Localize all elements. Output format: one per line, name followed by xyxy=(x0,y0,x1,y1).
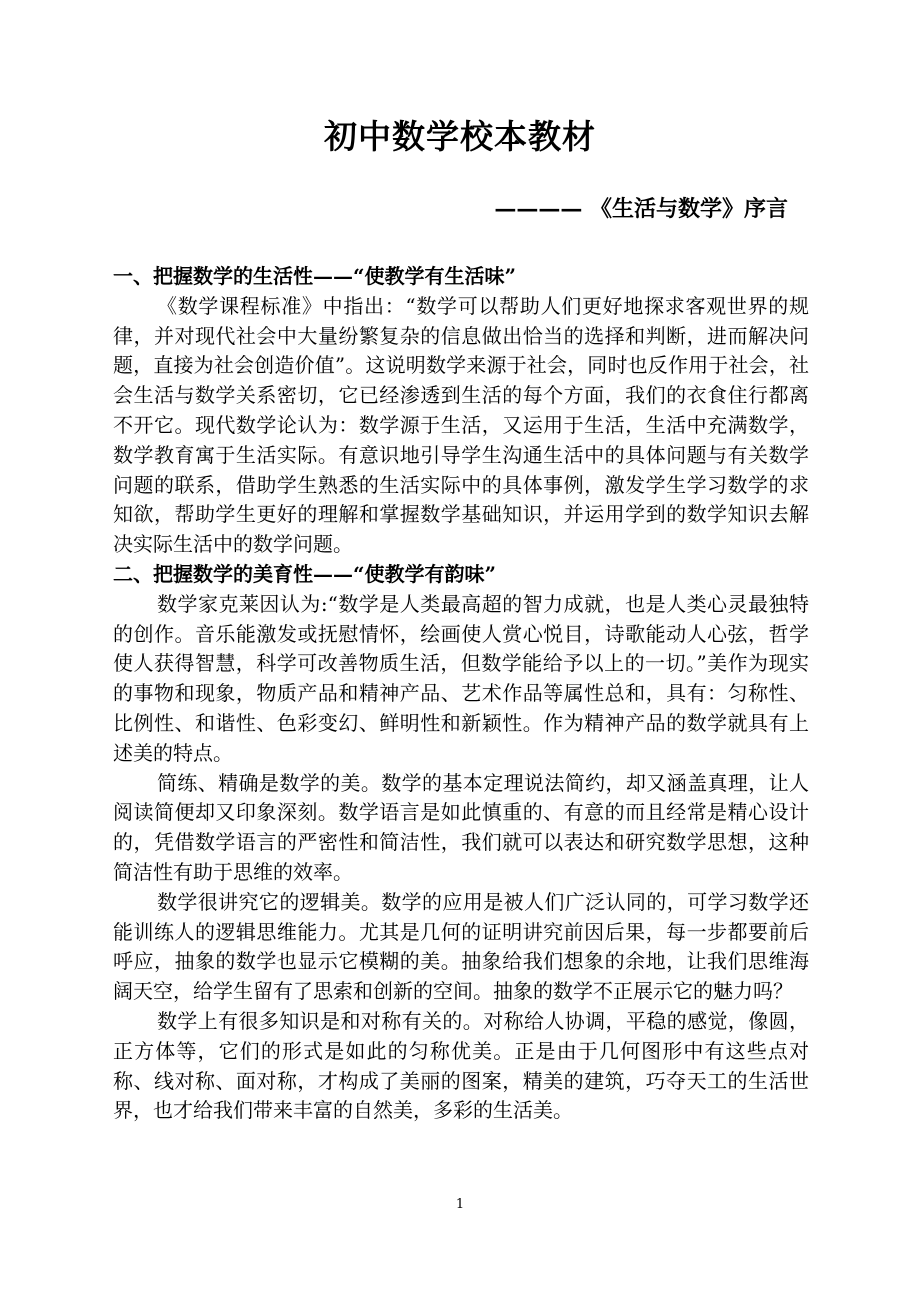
body-paragraph: 《数学课程标准》中指出：“数学可以帮助人们更好地探求客观世界的规律，并对现代社会中大量纷繁复杂的信息做出恰当的选择和判断，进而解决问题，直接为社会创造价值”。这说明数学来源于社会，同时也反作用于社会，社会生活与数学关系密切，它已经渗透到生活的每个方面，我们的衣食住行都离不开它。现代数学论认为：数学源于生活，又运用于生活，生活中充满数学，数学教育寓于生活实际。有意识地引导学生沟通生活中的具体问题与有关数学问题的联系，借助学生熟悉的生活实际中的具体事例，激发学生学习数学的求知欲，帮助学生更好的理解和掌握数学基础知识，并运用学到的数学知识去解决实际生活中的数学问题。 xyxy=(113,293,809,557)
page-number: 1 xyxy=(455,1197,465,1212)
page-title: 初中数学校本教材 xyxy=(324,117,596,156)
page-subtitle: ———— 《生活与数学》序言 xyxy=(494,196,788,222)
section-heading: 一、把握数学的生活性——“使教学有生活味” xyxy=(113,264,517,288)
body-paragraph: 简练、精确是数学的美。数学的基本定理说法简约，却又涵盖真理，让人阅读简便却又印象深刻。数学语言是如此慎重的、有意的而且经常是精心设计的，凭借数学语言的严密性和简洁性，我们就可以表达和研究数学思想，这种简洁性有助于思维的效率。 xyxy=(113,770,809,884)
section-heading: 二、把握数学的美育性——“使教学有韵味” xyxy=(113,561,497,586)
body-paragraph: 数学上有很多知识是和对称有关的。对称给人协调，平稳的感觉，像圆，正方体等，它们的形式是如此的匀称优美。正是由于几何图形中有这些点对称、线对称、面对称，才构成了美丽的图案，精美的建筑，巧夺天工的生活世界，也才给我们带来丰富的自然美，多彩的生活美。 xyxy=(113,1008,809,1123)
body-paragraph: 数学很讲究它的逻辑美。数学的应用是被人们广泛认同的，可学习数学还能训练人的逻辑思维能力。尤其是几何的证明讲究前因后果，每一步都要前后呼应，抽象的数学也显示它模糊的美。抽象给我们想象的余地，让我们思维海阔天空，给学生留有了思索和创新的空间。抽象的数学不正展示它的魅力吗？ xyxy=(113,889,809,1004)
body-paragraph: 数学家克莱因认为:“数学是人类最高超的智力成就，也是人类心灵最独特的创作。音乐能激发或抚慰情怀，绘画使人赏心悦目，诗歌能动人心弦，哲学使人获得智慧，科学可改善物质生活，但数学能给予以上的一切。”美作为现实的事物和现象，物质产品和精神产品、艺术作品等属性总和，具有：匀称性、比例性、和谐性、色彩变幻、鲜明性和新颖性。作为精神产品的数学就具有上述美的特点。 xyxy=(113,591,809,765)
document-body xyxy=(113,262,809,1126)
